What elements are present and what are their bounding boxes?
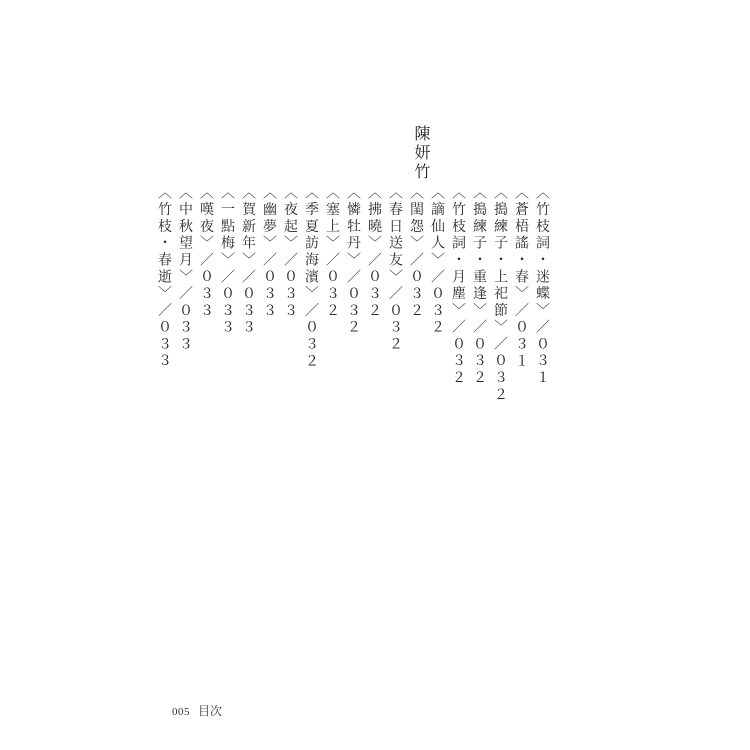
toc-entry[interactable]: 〈賀新年〉／０３３	[240, 185, 256, 337]
toc-entry[interactable]: 〈憐牡丹〉／０３２	[345, 185, 361, 337]
toc-entry[interactable]: 〈蒼梧謠・春〉／０３１	[513, 185, 529, 370]
toc-entry[interactable]: 〈謫仙人〉／０３２	[429, 185, 445, 337]
toc-entry[interactable]: 〈嘆夜〉／０３３	[198, 185, 214, 320]
toc-entry[interactable]: 〈中秋望月〉／０３３	[177, 185, 193, 353]
toc-entry[interactable]: 〈幽夢〉／０３３	[261, 185, 277, 320]
toc-entry[interactable]: 〈春日送友〉／０３２	[387, 185, 403, 353]
toc-entry[interactable]: 〈搗練子・上祀節〉／０３２	[492, 185, 508, 404]
running-title: 目次	[198, 704, 223, 718]
page-number: 005	[172, 706, 190, 718]
toc-entry[interactable]: 〈竹枝詞・月塵〉／０３２	[450, 185, 466, 387]
toc-entry[interactable]: 〈塞上〉／０３２	[324, 185, 340, 320]
toc-entry[interactable]: 〈搗練子・重逢〉／０３２	[471, 185, 487, 387]
toc-entry[interactable]: 〈竹枝・春逝〉／０３３	[156, 185, 172, 370]
toc-entry[interactable]: 〈竹枝詞・迷蝶〉／０３１	[534, 185, 550, 387]
toc-entry[interactable]: 〈閨怨〉／０３２	[408, 185, 424, 320]
toc-entry[interactable]: 〈一點梅〉／０３３	[219, 185, 235, 337]
author-name: 陳妍竹	[412, 125, 431, 182]
page-footer	[172, 702, 222, 719]
toc-entry[interactable]: 〈拂曉〉／０３２	[366, 185, 382, 320]
toc-entry[interactable]: 〈夜起〉／０３３	[282, 185, 298, 320]
toc-entry[interactable]: 〈季夏訪海濱〉／０３２	[303, 185, 319, 370]
